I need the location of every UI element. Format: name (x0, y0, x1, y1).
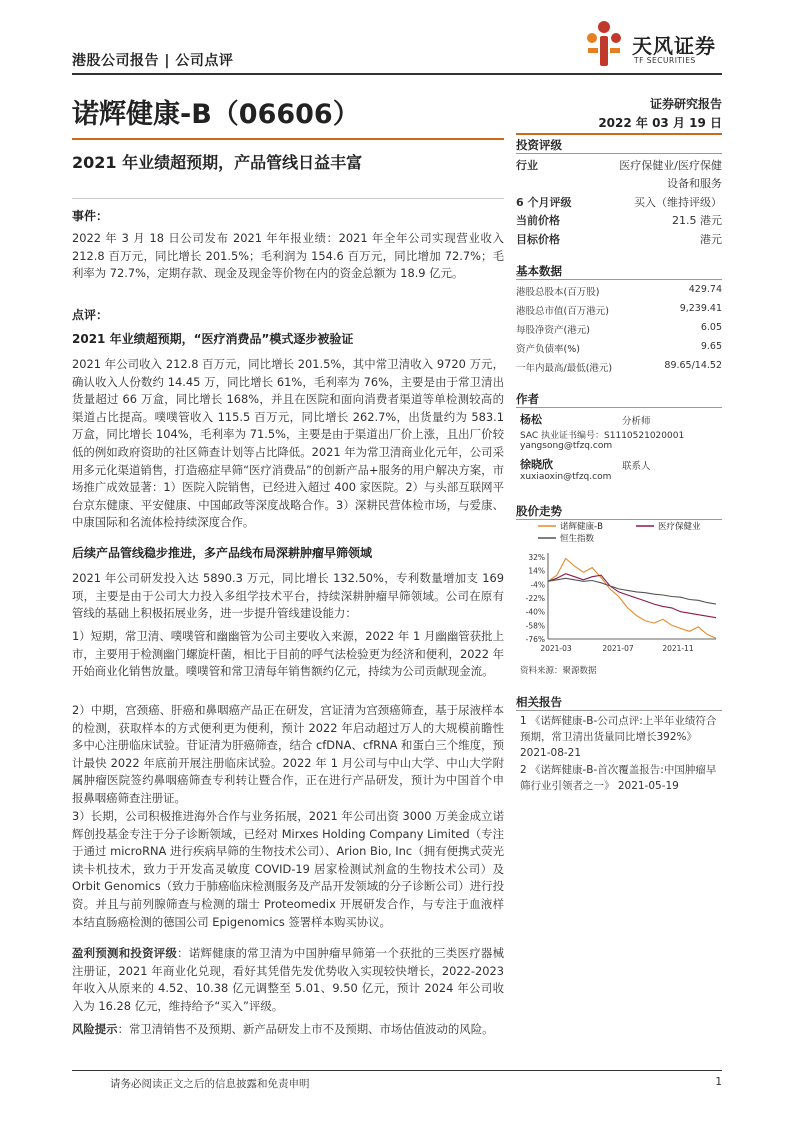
target-row (516, 231, 722, 247)
author-email[interactable]: xuxiaoxin@tfzq.com (520, 472, 612, 482)
event-text: 2022 年 3 月 18 日公司发布 2021 年年报业绩：2021 年全年公司实现营业收入 212.8 百万元，同比增长 201.5%；毛利润为 154.6 百万元，同比增加 72.7%；毛利率为 72.7%，定期存款、现金及现金等价物在内的资金总额为 18.9 亿元。 (72, 231, 504, 281)
data-row-label: 港股总市值(百万港元) (516, 306, 609, 317)
section-paragraph: 2021 年公司研发投入达 5890.3 万元，同比增长 132.50%，专利数量增加支 169 项，主要是由于公司大力投入多组学技术平台，持续深耕肿瘤早筛领域。公司在原有管线的基础上积极拓展业务，进一步提升管线建设能力： (72, 571, 504, 621)
logo-text: 天风证券 (632, 34, 716, 58)
data-row-value: 9.65 (700, 341, 722, 352)
comment-label: 点评： (72, 308, 109, 322)
rating-label: 盈利预测和投资评级 (72, 946, 178, 960)
related-report-item[interactable]: 2 《诺辉健康-B-首次覆盖报告:中国肿瘤早筛行业引领者之一》 2021-05-19 (520, 764, 717, 792)
y-tick-label: -76% (525, 635, 545, 644)
investment-rating-title: 投资评级 (516, 138, 562, 152)
data-row-value: 429.74 (688, 284, 722, 295)
stock-price-chart (516, 521, 722, 661)
price-value: 21.5 港元 (672, 214, 722, 227)
x-tick-label: 2021-07 (602, 644, 634, 653)
data-row (516, 360, 722, 374)
report-date: 2022 年 03 月 19 日 (598, 116, 722, 130)
data-row-label: 一年内最高/最低(港元) (516, 363, 613, 374)
logo-subtext: TF SECURITIES (634, 56, 696, 65)
basic-data-title: 基本数据 (516, 264, 562, 278)
y-tick-label: -22% (525, 594, 545, 603)
author-email[interactable]: yangsong@tfzq.com (520, 441, 613, 451)
data-row-value: 6.05 (700, 322, 722, 333)
data-row (516, 322, 722, 336)
data-row-label: 资产负债率(%) (516, 344, 580, 355)
section-paragraph: 2021 年公司收入 212.8 百万元，同比增长 201.5%，其中常卫清收入 9720 万元，确认收入人份数约 14.45 万，同比增长 61%，毛利率为 76%，主要是由于常卫清出货量超过 66 万盒，同比增长 168%，并且在医院和面向消费者渠道等单检测较高的渠道占比提高。噗噗管收入 115.5 百万元，同比增长 262.7%，出货量约为 583.1 万盒，同比增长 104%，毛利率为 71.5%，主要是由于渠道出厂价上涨，且出厂价较低的例如政府资助的社区筛查计划等占比降低。2021 年为常卫清商业化元年，公司采用多元化渠道销售，打造癌症早筛“医疗消费品”的创新产品+服务的用户解决方案，市场推广成效显著：1）医院入院销售，已经进入超过 400 家医院。2）与头部互联网平台京东健康、平安健康、中国邮政等深度战略合作。3）深耕民营体检市场，与爱康、中康国际和名流体检持续深度合作。 (72, 357, 504, 530)
authors-title: 作者 (516, 392, 539, 406)
industry-value: 医疗保健业/医疗保健 (619, 159, 722, 172)
author-role: 联系人 (622, 461, 651, 472)
section-paragraph: 3）长期，公司积极推进海外合作与业务拓展，2021 年公司出资 3000 万美金成立诺辉创投基金专注于分子诊断领域，已经对 Mirxes Holding Company Limited（专注于通过 microRNA 进行疾病早筛的生物技术公司）、Arion Bio, Inc（拥有便携式荧光读卡机技术，致力于开发高灵敏度 COVID-19 居家检测试剂盒的生物技术公司）及 Orbit Genomics（致力于肺癌临床检测服务及产品开发领域的分子诊断公司）进行投资。并且与前列腺筛查与检测的瑞士 Proteomedix 开展研发合作，与专注于血液样本结直肠癌检测的德国公司 Epigenomics 签署样本购买协议。 (72, 809, 504, 929)
risk-label: 风险提示 (72, 1022, 118, 1036)
title-underline (72, 138, 504, 140)
page-title: 诺辉健康-B（06606） (72, 99, 360, 130)
industry-row (516, 157, 722, 173)
related-reports-title: 相关报告 (516, 695, 562, 709)
sidebar-top-line (516, 133, 722, 135)
series-line (548, 578, 716, 604)
footer-divider (72, 1070, 722, 1071)
data-row (516, 341, 722, 355)
page-number: 1 (715, 1076, 722, 1088)
sidebar-divider (516, 710, 722, 711)
data-row (516, 303, 722, 317)
data-row-value: 9,239.41 (679, 303, 722, 314)
rating-row-value: 买入（维持评级） (634, 196, 722, 209)
y-tick-label: -58% (525, 621, 545, 631)
legend-label: 恒生指数 (560, 534, 595, 544)
report-category: 港股公司报告 | 公司点评 (72, 53, 234, 69)
industry-value-2: 设备和服务 (667, 177, 722, 190)
author-name: 杨松 (520, 413, 542, 426)
x-tick-label: 2021-11 (662, 644, 694, 653)
x-tick-label: 2021-03 (540, 644, 572, 653)
author-cert: SAC 执业证书编号：S1110521020001 (520, 431, 685, 441)
rating-text: ：诺辉健康的常卫清为中国肿瘤早筛第一个获批的三类医疗器械注册证，2021 年商业化兑现，看好其凭借先发优势收入实现较快增长，2022-2023 年收入从原来的 4.52、10.38 亿元调整至 5.01、9.50 亿元，预计 2024 年公司收入为 16.28 亿元，维持给予“买入”评级。 (72, 946, 504, 1013)
y-tick-label: -40% (525, 607, 545, 617)
industry-label: 行业 (516, 159, 538, 172)
section-paragraph: 1）短期，常卫清、噗噗管和幽幽管为公司主要收入来源，2022 年 1 月幽幽管获批上市，主要用于检测幽门螺旋杆菌，相比于目前的呼气法检验更为经济和便利，2022 年开始商业化销售放量。噗噗管和常卫清每年销售额约亿元，持续为公司贡献现金流。 (72, 629, 504, 679)
sidebar-divider (516, 519, 722, 520)
target-label: 目标价格 (516, 233, 560, 246)
sidebar-divider (516, 279, 722, 280)
author-role: 分析师 (622, 416, 651, 427)
y-tick-label: -4% (530, 580, 545, 590)
event-label: 事件： (72, 209, 109, 223)
risk-text: ：常卫清销售不及预期、新产品研发上市不及预期、市场估值波动的风险。 (117, 1022, 494, 1036)
sidebar-divider (516, 407, 722, 408)
series-line (548, 559, 716, 639)
legend-label: 医疗保健业 (658, 522, 701, 532)
report-type: 证券研究报告 (649, 97, 722, 111)
section-paragraph: 2）中期，宫颈癌、肝癌和鼻咽癌产品正在研发，宫证清为宫颈癌筛查，基于尿液样本的检测，获取样本的方式便利更为便利，预计 2022 年启动超过万人的大规模前瞻性多中心注册临床试验。苷证清为肝癌筛查，结合 cfDNA、cfRNA 和蛋白三个维度，预计最快 2022 年底前开展注册临床试验。2022 年 1 月公司与中山大学、中山大学附属肿瘤医院签约鼻咽癌筛查专利转让暨合作，正在进行产品研发，预计为中国首个申报鼻咽癌筛查注册证。 (72, 703, 504, 805)
data-row (516, 284, 722, 298)
author-name: 徐晓欣 (520, 458, 553, 471)
tf-logo-icon (582, 18, 630, 72)
footer-disclaimer: 请务必阅读正文之后的信息披露和免责申明 (110, 1078, 310, 1090)
risk-paragraph (72, 1021, 504, 1039)
y-tick-label: 32% (528, 553, 545, 562)
subtitle: 2021 年业绩超预期，产品管线日益丰富 (72, 153, 363, 172)
target-value: 港元 (700, 233, 722, 246)
rating-row-label: 6 个月评级 (516, 196, 572, 209)
data-row-label: 每股净资产(港元) (516, 325, 590, 336)
chart-source: 资料来源：聚源数据 (520, 666, 597, 676)
data-row-value: 89.65/14.52 (664, 360, 722, 371)
subtitle-divider (72, 198, 504, 199)
rating-row (516, 194, 722, 210)
stock-trend-title: 股价走势 (516, 504, 562, 518)
rating-paragraph (72, 945, 504, 1015)
price-label: 当前价格 (516, 214, 560, 227)
data-row-label: 港股总股本(百万股) (516, 287, 600, 298)
related-report-item[interactable]: 1 《诺辉健康-B-公司点评:上半年业绩符合预期，常卫清出货量同比增长392%》 2021-08-21 (520, 715, 717, 759)
price-row (516, 212, 722, 228)
section-heading: 2021 年业绩超预期，“医疗消费品”模式逐步被验证 (72, 332, 354, 346)
header-divider (72, 73, 722, 75)
legend-label: 诺辉健康-B (560, 522, 603, 532)
sidebar-divider (516, 153, 722, 154)
y-tick-label: 14% (528, 566, 545, 576)
section-heading: 后续产品管线稳步推进，多产品线布局深耕肿瘤早筛领域 (72, 546, 373, 560)
